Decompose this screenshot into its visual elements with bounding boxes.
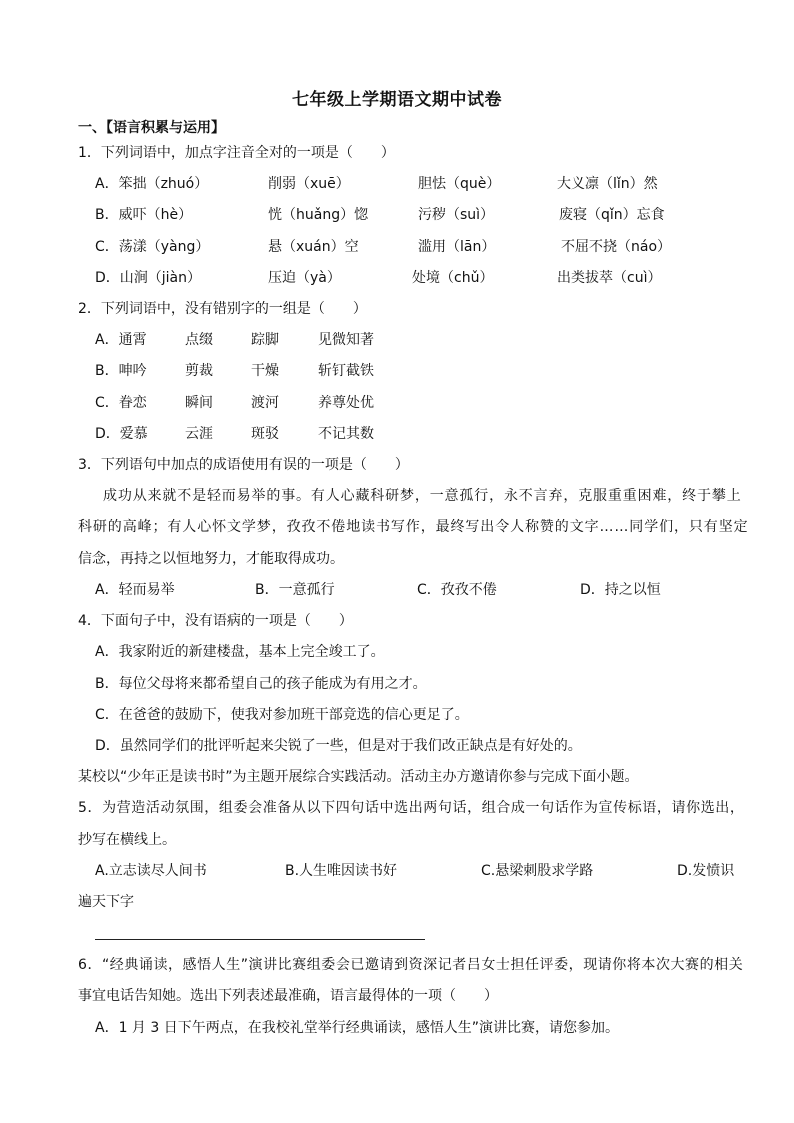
q5-option-a: A.立志读尽人间书 [95,863,207,879]
question-6-stem-line-1: 6．“经典诵读，感悟人生”演讲比赛组委会已邀请到资深记者吕女士担任评委，现请你将本次大赛的相关 [78,957,744,973]
q1-option-c-word2: 悬（xuán）空 [268,239,359,255]
q4-option-d: D．虽然同学们的批评听起来尖锐了一些，但是对于我们改正缺点是有好处的。 [95,738,582,754]
answer-blank-line [95,939,425,940]
q3-passage-line-2: 科研的高峰；有人心怀文学梦，孜孜不倦地读书写作，最终写出令人称赞的文字……同学们，只有坚定 [78,519,749,535]
question-5-stem-line-1: 5．为营造活动氛围，组委会准备从以下四句话中选出两句话，组合成一句话作为宣传标语，请你选出， [78,800,745,816]
q1-option-d-word3: 处境（chǔ） [412,270,494,286]
question-6-stem-line-2: 事宜电话告知她。选出下列表述最准确，语言最得体的一项（ ） [78,988,498,1004]
q2-option-a-word4: 见微知著 [318,332,374,348]
q2-option-a: A．通霄 [95,332,147,348]
q1-option-c-word3: 滥用（lān） [418,239,496,255]
q1-option-b-word4: 废寝（qǐn）忘食 [559,207,665,223]
q5-option-d: D.发愤识 [677,863,735,879]
q2-option-c-word2: 瞬间 [185,395,213,411]
q5-option-b: B.人生唯因读书好 [285,863,398,879]
section-heading: 一、【语言积累与运用】 [78,120,225,136]
q3-option-a: A．轻而易举 [95,582,175,598]
question-1-stem: 1．下列词语中，加点字注音全对的一项是（ ） [78,145,395,161]
q6-option-a: A．1 月 3 日下午两点，在我校礼堂举行经典诵读，感悟人生”演讲比赛，请您参加。 [95,1020,619,1036]
q1-option-c-word4: 不屈不挠（náo） [561,239,672,255]
q4-option-b: B．每位父母将来都希望自己的孩子能成为有用之才。 [95,676,427,692]
q2-option-c-word4: 养尊处优 [318,395,374,411]
q1-option-a: A．笨拙（zhuó） [95,176,209,192]
question-2-stem: 2．下列词语中，没有错别字的一组是（ ） [78,301,367,317]
q1-option-a-word4: 大义凛（lǐn）然 [557,176,658,192]
q1-option-d: D．山涧（jiàn） [95,270,202,286]
q3-option-c: C．孜孜不倦 [417,582,497,598]
q2-option-b-word2: 剪裁 [185,363,213,379]
q2-option-b-word4: 斩钉截铁 [318,363,374,379]
question-4-stem: 4．下面句子中，没有语病的一项是（ ） [78,613,353,629]
q1-option-d-word2: 压迫（yà） [268,270,341,286]
q1-option-c: C．荡漾（yàng） [95,239,210,255]
q1-option-b-word3: 污秽（suì） [418,207,495,223]
q3-option-d: D．持之以恒 [580,582,661,598]
q3-option-b: B．一意孤行 [255,582,335,598]
q5-option-c: C.悬梁刺股求学路 [481,863,594,879]
q2-option-b: B．呻吟 [95,363,147,379]
q2-option-c: C．眷恋 [95,395,147,411]
q3-passage-line-3: 信念，再持之以恒地努力，才能取得成功。 [78,551,344,567]
q4-option-c: C．在爸爸的鼓励下，使我对参加班干部竞选的信心更足了。 [95,707,469,723]
q2-option-c-word3: 渡河 [251,395,279,411]
q1-option-b: B．威吓（hè） [95,207,193,223]
q2-option-d: D．爱慕 [95,426,148,442]
question-5-stem-line-2: 抄写在横线上。 [78,832,176,848]
activity-intro: 某校以“少年正是读书时”为主题开展综合实践活动。活动主办方邀请你参与完成下面小题。 [78,769,639,785]
q1-option-a-word2: 削弱（xuē） [268,176,350,192]
q2-option-d-word4: 不记其数 [318,426,374,442]
q2-option-a-word3: 踪脚 [251,332,279,348]
q4-option-a: A．我家附近的新建楼盘，基本上完全竣工了。 [95,644,385,660]
q3-passage-line-1: 成功从来就不是轻而易举的事。有人心藏科研梦，一意孤行，永不言弃，克服重重困难，终于攀上 [103,488,742,504]
q1-option-d-word4: 出类拔萃（cuì） [557,270,662,286]
question-3-stem: 3．下列语句中加点的成语使用有误的一项是（ ） [78,457,409,473]
page-title: 七年级上学期语文期中试卷 [292,90,502,110]
q2-option-d-word2: 云涯 [185,426,213,442]
q1-option-b-word2: 恍（huǎng）惚 [268,207,369,223]
q2-option-a-word2: 点缀 [185,332,213,348]
q2-option-b-word3: 干燥 [251,363,279,379]
q5-option-d-continued: 遍天下字 [78,894,134,910]
q2-option-d-word3: 斑驳 [251,426,279,442]
q1-option-a-word3: 胆怯（què） [418,176,501,192]
